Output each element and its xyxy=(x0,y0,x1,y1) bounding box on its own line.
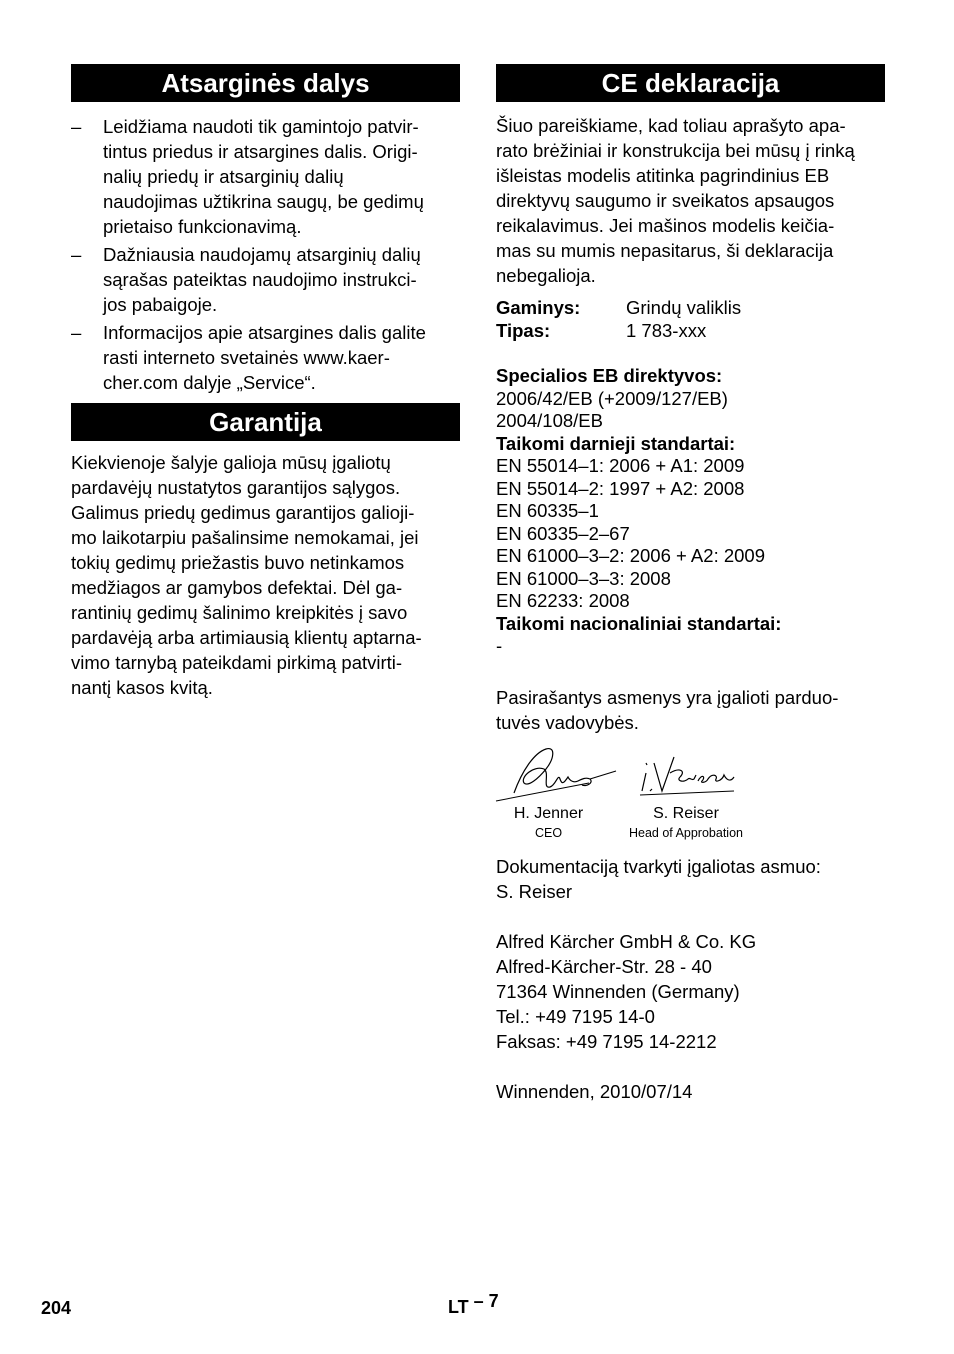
spare-parts-heading: Atsarginės dalys xyxy=(71,64,460,102)
handwritten-signature-icon xyxy=(636,743,736,805)
directives-heading: Specialios EB direktyvos: xyxy=(496,365,723,386)
declaration-date: Winnenden, 2010/07/14 xyxy=(496,1080,693,1102)
list-item-text: Leidžiama naudoti tik gamintojo patvir- tintus priedus ir atsargines dalis. Origi- nalių priedų ir atsarginių dalių naudojimas užtikrina saugų, be gedimų prietaiso funkcionavimą. xyxy=(103,116,424,237)
signature-reiser xyxy=(621,743,751,843)
dash-bullet: – xyxy=(71,116,82,137)
type-row xyxy=(496,320,885,343)
type-label: Tipas: xyxy=(496,319,551,341)
page-number: 204 xyxy=(41,1298,72,1318)
section-page-marker: – 7 xyxy=(473,1291,499,1311)
harmonized-list: EN 55014–1: 2006 + A1: 2009 EN 55014–2: 1997 + A2: 2008 EN 60335–1 EN 60335–2–67 EN 61000–3–2: 2006 + A2: 2009 EN 61000–3–3: 2008 EN 62233: 2008 xyxy=(496,455,765,611)
ce-intro-text: Šiuo pareiškiame, kad toliau aprašyto apa- rato brėžiniai ir konstrukcija bei mūsų į rinką išleistas modelis atitinka pagrindinius EB direktyvų saugumo ir sveikatos apsaugos reikalavimus. Jei mašinos modelis keičia- mas su mumis nepasitarus, ši deklaracija nebegalioja. xyxy=(496,115,855,286)
signature-jenner xyxy=(496,743,601,843)
dash-bullet: – xyxy=(71,322,82,343)
type-value: 1 783-xxx xyxy=(626,319,707,341)
warranty-heading: Garantija xyxy=(71,403,460,441)
list-item-text: Dažniausia naudojamų atsarginių dalių sąrašas pateiktas naudojimo instrukci- jos pabaigoje. xyxy=(103,244,421,315)
signatories-text: Pasirašantys asmenys yra įgalioti parduo- tuvės vadovybės. xyxy=(496,686,839,733)
ce-declaration-heading: CE deklaracija xyxy=(496,64,885,102)
product-row xyxy=(496,297,885,320)
signer-name: H. Jenner xyxy=(513,804,584,822)
handwritten-signature-icon xyxy=(494,743,619,805)
language-marker xyxy=(448,1291,499,1318)
documentation-responsible: Dokumentaciją tvarkyti įgaliotas asmuo: S. Reiser xyxy=(496,855,821,902)
product-info xyxy=(496,297,885,342)
product-value: Grindų valiklis xyxy=(626,297,742,318)
right-column xyxy=(496,64,885,1104)
signer-role: Head of Approbation xyxy=(629,825,743,840)
product-label: Gaminys: xyxy=(496,297,581,318)
national-list: - xyxy=(496,635,503,656)
signatures xyxy=(496,743,885,840)
left-column xyxy=(71,64,460,700)
list-item xyxy=(71,114,460,239)
company-address: Alfred Kärcher GmbH & Co. KG Alfred-Kärcher-Str. 28 - 40 71364 Winnenden (Germany) Tel.: +49 7195 14-0 Faksas: +49 7195 14-2212 xyxy=(496,930,757,1052)
harmonized-heading: Taikomi darnieji standartai: xyxy=(496,432,736,454)
signer-role: CEO xyxy=(534,825,563,840)
national-heading: Taikomi nacionaliniai standartai: xyxy=(496,612,782,634)
directives-list: 2006/42/EB (+2009/127/EB) 2004/108/EB xyxy=(496,387,728,431)
language-code: LT xyxy=(448,1297,469,1317)
list-item xyxy=(71,242,460,317)
list-item xyxy=(71,320,460,395)
dash-bullet: – xyxy=(71,244,82,265)
standards-block xyxy=(496,365,885,658)
spare-parts-list xyxy=(71,114,460,395)
warranty-text: Kiekvienoje šalyje galioja mūsų įgaliotų pardavėjų nustatytos garantijos sąlygos. Galimus priedų gedimus garantijos galioji- mo laikotarpiu pašalinsime nemokamai, jei tokių gedimų priežastis buvo netinkamos medžiagos ar gamybos defektai. Dėl ga- rantinių gedimų šalinimo kreipkitės į savo pardavėją arba artimiausią klientų aptarna- vimo tarnybą pateikdami pirkimą patvirti- nantį kasos kvitą. xyxy=(71,452,422,698)
list-item-text: Informacijos apie atsargines dalis galite rasti interneto svetainės www.kaer- cher.com dalyje „Service“. xyxy=(103,322,426,393)
signer-name: S. Reiser xyxy=(653,804,719,822)
